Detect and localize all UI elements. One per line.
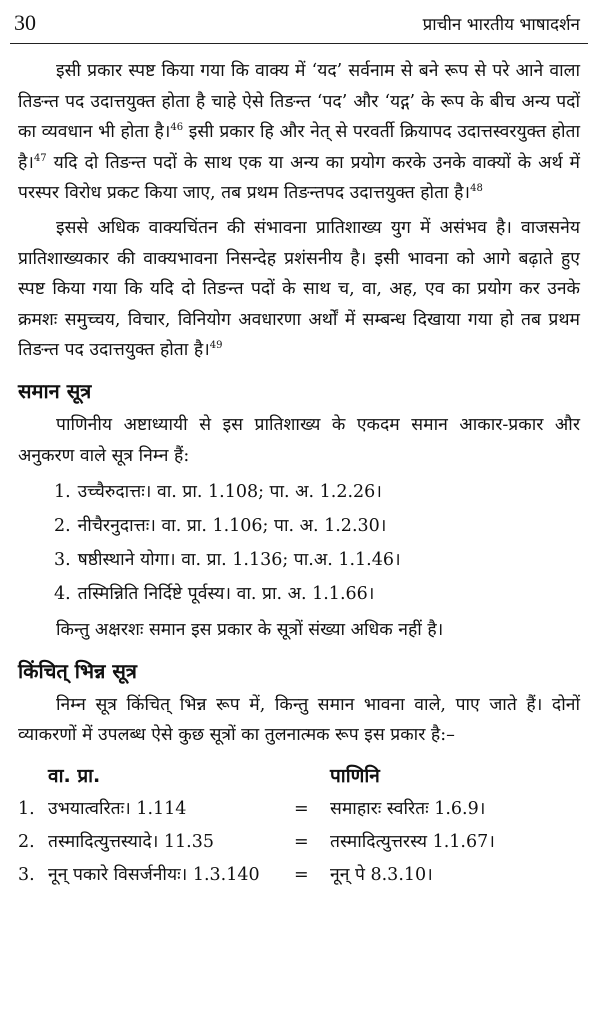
- list-item-number: 1.: [54, 482, 71, 503]
- section-heading-saman-sutra: समान सूत्र: [18, 378, 92, 403]
- list-item-number: 2.: [54, 516, 71, 537]
- sutra-list: [18, 475, 580, 611]
- column-header-va-pra: वा. प्रा.: [48, 764, 101, 787]
- list-item-number: 3.: [54, 550, 71, 571]
- paragraph-1: [18, 56, 580, 209]
- section-heading-kinchit-bhinna-sutra: किंचित् भिन्न सूत्र: [18, 658, 137, 683]
- row-number: 2.: [18, 832, 35, 853]
- page-number: 30: [14, 10, 36, 35]
- row-left: उभयात्वरितः। 1.114: [48, 799, 187, 820]
- table-row: [18, 826, 580, 859]
- column-header-panini: पाणिनि: [330, 764, 380, 787]
- row-right: नून् पे 8.3.10।: [330, 865, 433, 886]
- row-number: 1.: [18, 799, 35, 820]
- table-header-row: [18, 759, 580, 793]
- row-equals: =: [294, 799, 309, 820]
- footnote-ref-47: 47: [33, 152, 47, 164]
- page-body: [18, 56, 580, 892]
- paragraph-2-text: इससे अधिक वाक्यचिंतन की संभावना प्रातिशाख्य युग में असंभव है। वाजसनेय प्रातिशाख्यकार की वाक्यभावना निसन्देह प्रशंसनीय है। इसी भावना को आगे बढ़ाते हुए स्पष्ट किया गया कि यदि दो तिङन्त पदों के साथ च, वा, अह, एव का प्रयोग कर उनके क्रमशः समुच्चय, विचार, विनियोग अवधारणा अर्थों में सम्बन्ध दिखाया गया हो तब प्रथम तिङन्त पद उदात्तयुक्त होता है।: [18, 217, 580, 361]
- section1-intro: पाणिनीय अष्टाध्यायी से इस प्रातिशाख्य के एकदम समान आकार-प्रकार और अनुकरण वाले सूत्र निम्न हैं:: [18, 414, 580, 466]
- paragraph-1-text: इसी प्रकार स्पष्ट किया गया कि वाक्य में ‘यद’ सर्वनाम से बने रूप से परे आने वाला तिङन्त पद उदात्तयुक्त होता है चाहे ऐसे तिङन्त ‘पद’ और ‘यद्ग’ के रूप के बीच अन्य पदों का व्यवधान भी होता है।: [18, 61, 580, 143]
- list-item: [18, 475, 580, 509]
- footnote-ref-49: 49: [209, 340, 223, 352]
- table-row: [18, 793, 580, 826]
- list-item: [18, 509, 580, 543]
- row-equals: =: [294, 865, 309, 886]
- list-item-text: षष्ठीस्थाने योगा। वा. प्रा. 1.136; पा.अ. 1.1.46।: [77, 550, 401, 571]
- footnote-ref-48: 48: [470, 183, 483, 195]
- list-item-text: तस्मिन्निति निर्दिष्टे पूर्वस्य। वा. प्रा. अ. 1.1.66।: [77, 584, 375, 605]
- row-right: समाहारः स्वरितः 1.6.9।: [330, 799, 486, 820]
- table-row: [18, 859, 580, 892]
- section2-intro: निम्न सूत्र किंचित् भिन्न रूप में, किन्तु समान भावना वाले, पाए जाते हैं। दोनों व्याकरणों में उपलब्ध ऐसे कुछ सूत्रों का तुलनात्मक रूप इस प्रकार है:–: [18, 694, 580, 746]
- row-number: 3.: [18, 865, 35, 886]
- footnote-ref-46: 46: [170, 122, 184, 134]
- header-spacer: [18, 759, 48, 793]
- comparison-table: [18, 759, 580, 892]
- paragraph-1-text-2: इसी प्रकार हि और नेत् से परवर्ती क्रियापद उदात्तस्वरयुक्त होता है।: [18, 122, 580, 173]
- row-left: नून् पकारे विसर्जनीयः। 1.3.140: [48, 865, 260, 886]
- paragraph-2: [18, 213, 580, 366]
- list-item: [18, 577, 580, 611]
- list-item: [18, 543, 580, 577]
- row-equals: =: [294, 832, 309, 853]
- row-left: तस्मादित्युत्तस्यादे। 11.35: [48, 832, 214, 853]
- header-rule: [10, 43, 588, 44]
- header-spacer-eq: [294, 759, 330, 793]
- section1-closing: किन्तु अक्षरशः समान इस प्रकार के सूत्रों संख्या अधिक नहीं है।: [56, 620, 444, 641]
- list-item-text: उच्चैरुदात्तः। वा. प्रा. 1.108; पा. अ. 1.2.26।: [77, 482, 382, 503]
- paragraph-1-text-3: यदि दो तिङन्त पदों के साथ एक या अन्य का प्रयोग करके उनके वाक्यों के अर्थ में परस्पर विरोध प्रकट किया जाए, तब प्रथम तिङन्तपद उदात्तयुक्त होता है।: [18, 152, 580, 204]
- running-head: प्राचीन भारतीय भाषादर्शन: [422, 15, 580, 35]
- list-item-text: नीचैरनुदात्तः। वा. प्रा. 1.106; पा. अ. 1.2.30।: [77, 516, 387, 537]
- list-item-number: 4.: [54, 584, 71, 605]
- page-header: [0, 0, 600, 40]
- row-right: तस्मादित्युत्तरस्य 1.1.67।: [330, 832, 495, 853]
